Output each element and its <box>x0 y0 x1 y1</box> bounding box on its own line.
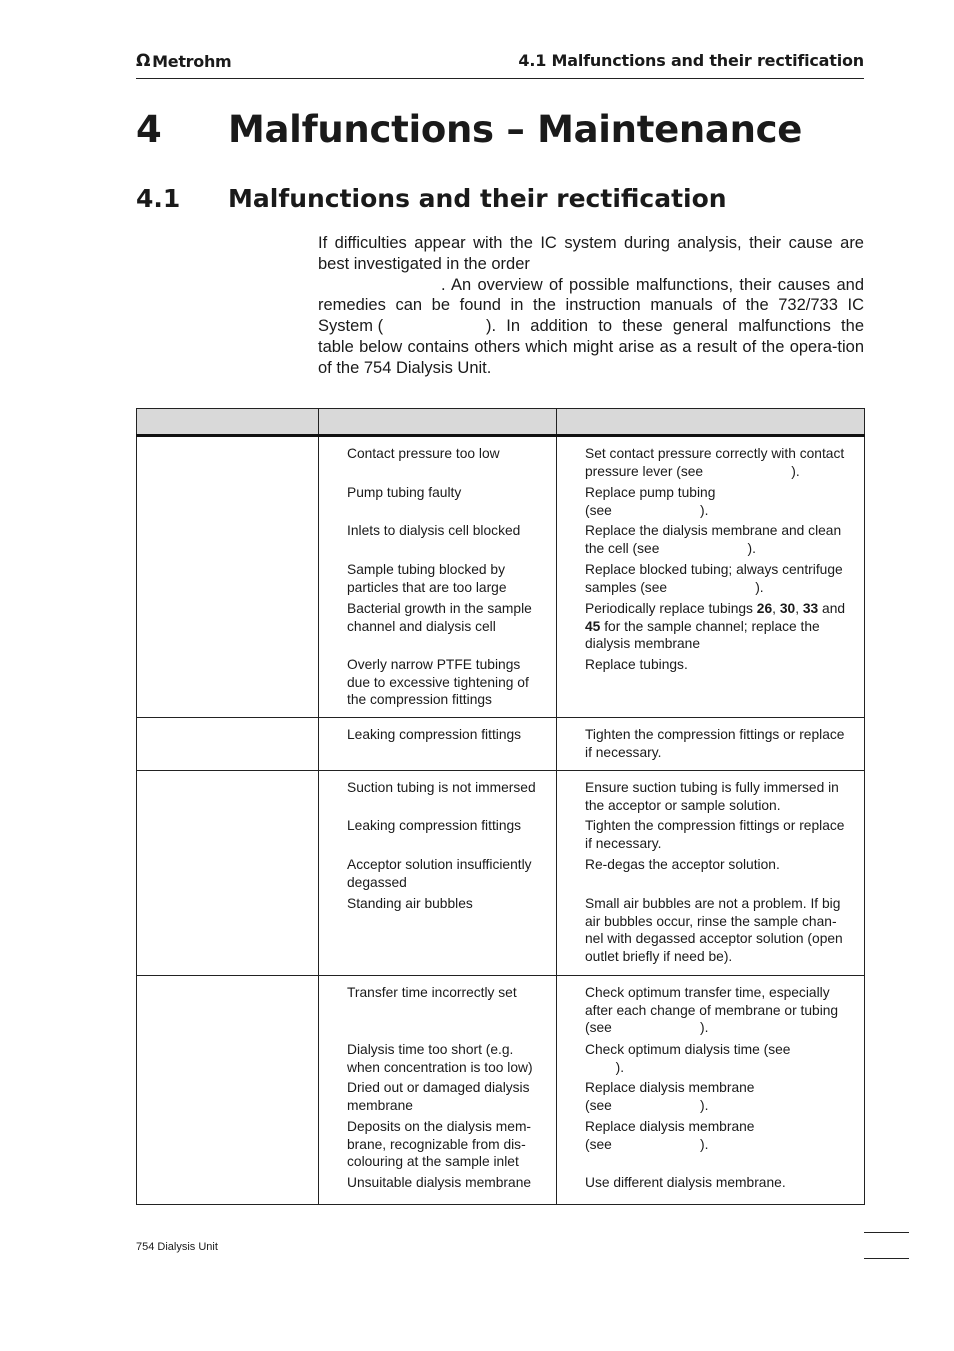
cause-cell <box>319 976 557 1205</box>
table-row <box>137 718 865 771</box>
cause-item: Inlets to dialysis cell blocked <box>347 523 521 538</box>
table-row <box>137 436 865 718</box>
cause-item: Acceptor solution insufficiently degassed <box>347 857 532 890</box>
remedy-item: Replace dialysis membrane (see ). <box>585 1119 755 1152</box>
remedy-cell <box>557 436 865 718</box>
section-number: 4.1 <box>136 184 181 213</box>
remedy-item: Check optimum transfer time, especially after each change of membrane or tubing (see ). <box>585 985 842 1036</box>
metrohm-logo-icon: Ω <box>136 51 151 71</box>
footer-rule-top <box>864 1232 909 1233</box>
cause-item: Leaking compression fittings <box>347 818 522 833</box>
remedy-item: Replace the dialysis membrane and clean the cell (see ). <box>585 523 845 556</box>
cause-item: Contact pressure too low <box>347 446 500 461</box>
remedy-item: Tighten the compression fittings or replace if necessary. <box>585 727 845 760</box>
header-cell-malfunction <box>137 409 319 436</box>
remedy-item: Replace blocked tubing; always centrifuge samples (see ). <box>585 562 847 595</box>
remedy-item-tubings: Periodically replace tubings 26, 30, 33 and 45 for the sample channel; replace the dialysis membrane <box>585 601 846 652</box>
remedy-item: Small air bubbles are not a problem. If big air bubbles occur, rinse the sample chan-nel with degassed acceptor solution (open outlet briefly if need be). <box>585 896 843 964</box>
footer-document-name: 754 Dialysis Unit <box>136 1241 218 1253</box>
logo-text: Metrohm <box>152 51 232 71</box>
section-heading <box>136 184 727 213</box>
table-row <box>137 771 865 976</box>
cause-item: Transfer time incorrectly set <box>347 985 517 1000</box>
malfunction-table <box>136 408 865 1205</box>
cause-item: Bacterial growth in the sample channel and dialysis cell <box>347 601 532 634</box>
page-header <box>136 48 864 79</box>
remedy-item: Check optimum dialysis time (see ). <box>585 1042 791 1075</box>
remedy-item: Replace tubings. <box>585 657 688 672</box>
cause-item: Dialysis time too short (e.g. when concentration is too low) <box>347 1042 533 1075</box>
remedy-item: Replace dialysis membrane (see ). <box>585 1080 755 1113</box>
remedy-item: Use different dialysis membrane. <box>585 1175 786 1190</box>
section-title: Malfunctions and their rectification <box>228 184 727 213</box>
cause-item: Unsuitable dialysis membrane <box>347 1175 532 1190</box>
cause-cell <box>319 718 557 771</box>
table-row <box>137 976 865 1205</box>
table-header-row <box>137 409 865 436</box>
intro-line-1: If difficulties appear with the IC system during analysis, their cause are best investigated in the order <box>318 234 864 273</box>
remedy-item: Set contact pressure correctly with contact pressure lever (see ). <box>585 446 849 479</box>
cause-cell <box>319 771 557 976</box>
chapter-number: 4 <box>136 108 162 151</box>
remedy-cell <box>557 976 865 1205</box>
malfunction-cell <box>137 436 319 718</box>
remedy-item: Ensure suction tubing is fully immersed in the acceptor or sample solution. <box>585 780 839 813</box>
remedy-cell <box>557 771 865 976</box>
header-cell-cause <box>319 409 557 436</box>
remedy-cell <box>557 718 865 771</box>
cause-item: Overly narrow PTFE tubings due to excessive tightening of the compression fittings <box>347 657 529 708</box>
header-cell-remedy <box>557 409 865 436</box>
malfunction-cell <box>137 718 319 771</box>
malfunction-cell <box>137 771 319 976</box>
chapter-heading <box>136 108 802 151</box>
cause-cell <box>319 436 557 718</box>
cause-item: Leaking compression fittings <box>347 727 522 742</box>
malfunction-cell <box>137 976 319 1205</box>
intro-line-2: . An overview of possible malfunctions, their causes and remedies can be found in the instruction manuals of the 732/733 IC System ( <box>318 275 864 336</box>
cause-item: Pump tubing faulty <box>347 485 462 500</box>
cause-item: Suction tubing is not immersed <box>347 780 536 795</box>
cause-item: Dried out or damaged dialysis membrane <box>347 1080 530 1113</box>
cause-item: Deposits on the dialysis mem-brane, recognizable from dis-colouring at the sample inlet <box>347 1119 532 1170</box>
remedy-item: Replace pump tubing (see ). <box>585 485 716 518</box>
remedy-item: Tighten the compression fittings or replace if necessary. <box>585 818 845 851</box>
metrohm-logo <box>136 51 231 71</box>
intro-line-3: ). In addition to these general malfunctions the table below contains others which might arise as a result of the opera-tion of the 754 Dialysis Unit. <box>318 317 864 377</box>
footer-rule-bottom <box>864 1258 909 1259</box>
remedy-item: Re-degas the acceptor solution. <box>585 857 780 872</box>
cause-item: Sample tubing blocked by particles that are too large <box>347 562 507 595</box>
cause-item: Standing air bubbles <box>347 896 473 911</box>
intro-paragraph <box>318 233 864 379</box>
running-header-title: 4.1 Malfunctions and their rectification <box>518 51 864 70</box>
chapter-title: Malfunctions – Maintenance <box>228 108 803 151</box>
